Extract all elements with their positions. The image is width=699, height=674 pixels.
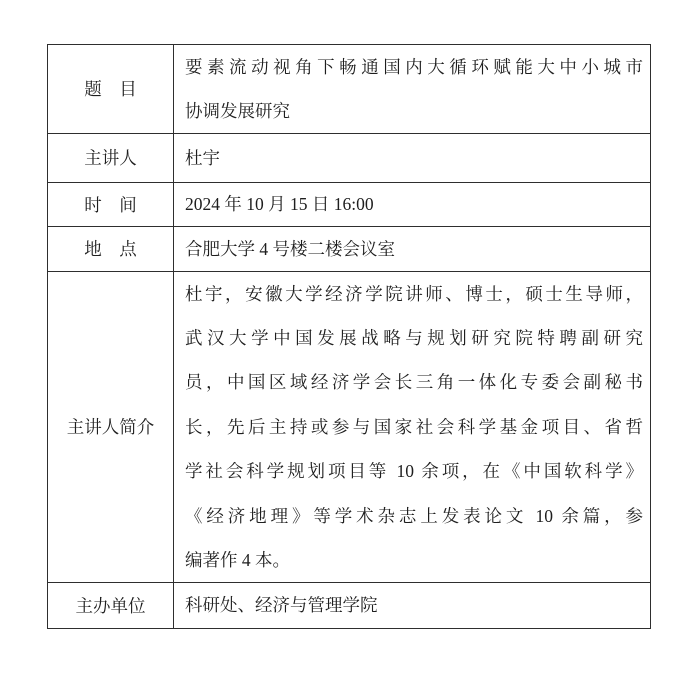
- text-line: 杜宇: [185, 147, 220, 168]
- row-organizer-label: [48, 583, 174, 628]
- row-organizer-content: [174, 583, 650, 628]
- text-line: 《经济地理》等学术杂志上发表论文 10 余篇，参: [185, 505, 643, 526]
- text-line: 要素流动视角下畅通国内大循环赋能大中小城市: [185, 56, 643, 77]
- row-speaker-bio-content: [174, 272, 650, 583]
- text-line: 科研处、经济与管理学院: [185, 595, 378, 616]
- row-location-label: [48, 227, 174, 272]
- text-line: 2024 年 10 月 15 日 16:00: [185, 194, 374, 215]
- text-line: 武汉大学中国发展战略与规划研究院特聘副研究: [185, 327, 643, 348]
- text-line: 协调发展研究: [185, 101, 290, 121]
- row-speaker-bio-label: [48, 272, 174, 583]
- row-label-text: 主讲人: [84, 148, 137, 168]
- text-line: 合肥大学 4 号楼二楼会议室: [185, 238, 395, 259]
- row-time-content: [174, 183, 650, 227]
- text-line: 编著作 4 本。: [185, 550, 290, 571]
- row-label-text: 地 点: [84, 239, 137, 259]
- row-title-content: [174, 45, 650, 134]
- row-title-label: [48, 45, 174, 134]
- row-speaker-content: [174, 134, 650, 183]
- text-line: 长，先后主持或参与国家社会科学基金项目、省哲: [185, 416, 643, 437]
- row-label-text: 时 间: [84, 194, 137, 215]
- lecture-announcement-table: [47, 44, 651, 629]
- text-line: 杜宇，安徽大学经济学院讲师、博士，硕士生导师，: [185, 283, 643, 304]
- text-line: 员，中国区域经济学会长三角一体化专委会副秘书: [185, 372, 643, 393]
- row-speaker-label: [48, 134, 174, 183]
- text-line: 学社会科学规划项目等 10 余项，在《中国软科学》: [185, 461, 643, 482]
- row-label-text: 主讲人简介: [66, 417, 155, 437]
- row-label-text: 题 目: [84, 79, 137, 99]
- row-label-text: 主办单位: [75, 595, 146, 616]
- row-time-label: [48, 183, 174, 227]
- row-location-content: [174, 227, 650, 272]
